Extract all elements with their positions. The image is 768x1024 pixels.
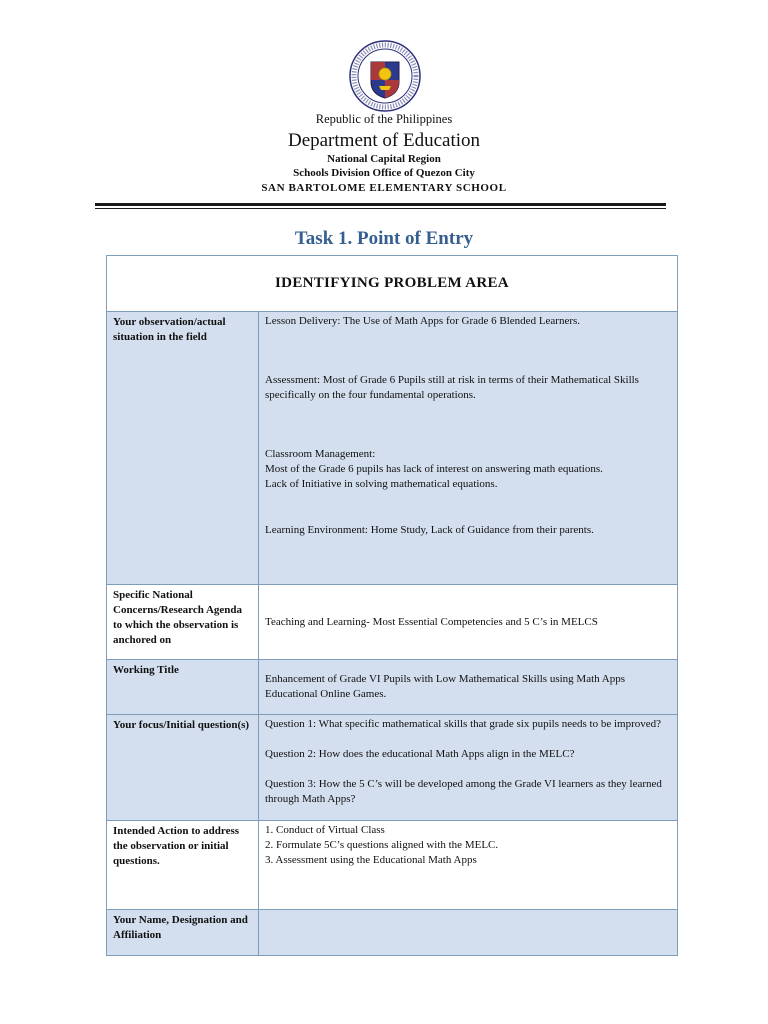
working-title-value: Enhancement of Grade VI Pupils with Low Mathematical Skills using Math Apps Educational Online Games.: [259, 660, 678, 715]
republic-text: Republic of the Philippines: [315, 112, 453, 126]
concerns-value: Teaching and Learning- Most Essential Competencies and 5 C’s in MELCS: [259, 585, 678, 660]
action-value: [259, 821, 678, 910]
observation-value: [259, 312, 678, 585]
assessment-text: Assessment: Most of Grade 6 Pupils still at risk in terms of their Mathematical Skills specifically on the four fundamental operations.: [265, 374, 639, 401]
table-row: [107, 312, 678, 585]
table-row: [107, 821, 678, 910]
concerns-label: Specific National Concerns/Research Agenda to which the observation is anchored on: [107, 585, 259, 660]
action-label: Intended Action to address the observation or initial questions.: [107, 821, 259, 910]
question-2-text: Question 2: How does the educational Math Apps align in the MELC?: [265, 748, 575, 760]
region-text: National Capital Region: [327, 153, 441, 165]
focus-value: [259, 715, 678, 821]
action-item-2: 2. Formulate 5C’s questions aligned with the MELC.: [265, 839, 499, 851]
department-title: Department of Education: [287, 130, 481, 151]
table-heading-row: [107, 256, 678, 312]
action-item-3: 3. Assessment using the Educational Math Apps: [265, 854, 477, 866]
lesson-delivery-text: Lesson Delivery: The Use of Math Apps for Grade 6 Blended Learners.: [265, 315, 581, 327]
working-title-label: Working Title: [107, 660, 259, 715]
name-label: Your Name, Designation and Affiliation: [107, 910, 259, 956]
name-value: [259, 910, 678, 956]
action-item-1: 1. Conduct of Virtual Class: [265, 824, 385, 836]
classroom-management-line: Lack of Initiative in solving mathematical equations.: [265, 478, 498, 490]
focus-label: Your focus/Initial question(s): [107, 715, 259, 821]
header-divider-thick: [95, 203, 666, 206]
header-divider-thin: [95, 208, 666, 209]
school-name: SAN BARTOLOME ELEMENTARY SCHOOL: [261, 182, 507, 194]
table-heading: IDENTIFYING PROBLEM AREA: [107, 256, 678, 312]
deped-seal-logo: [349, 40, 421, 112]
division-text: Schools Division Office of Quezon City: [293, 167, 475, 179]
table-row: [107, 715, 678, 821]
classroom-management-line: Most of the Grade 6 pupils has lack of interest on answering math equations.: [265, 463, 603, 475]
classroom-management-title: Classroom Management:: [265, 448, 376, 460]
task-title: Task 1. Point of Entry: [294, 228, 474, 249]
table-row: [107, 585, 678, 660]
table-row: [107, 910, 678, 956]
question-3-text: Question 3: How the 5 C’s will be developed among the Grade VI learners as they learned through Math Apps?: [265, 778, 662, 805]
table-row: [107, 660, 678, 715]
learning-environment-text: Learning Environment: Home Study, Lack of Guidance from their parents.: [265, 524, 594, 536]
question-1-text: Question 1: What specific mathematical skills that grade six pupils needs to be improved?: [265, 718, 662, 730]
problem-area-table: [106, 255, 678, 956]
observation-label: Your observation/actual situation in the field: [107, 312, 259, 585]
